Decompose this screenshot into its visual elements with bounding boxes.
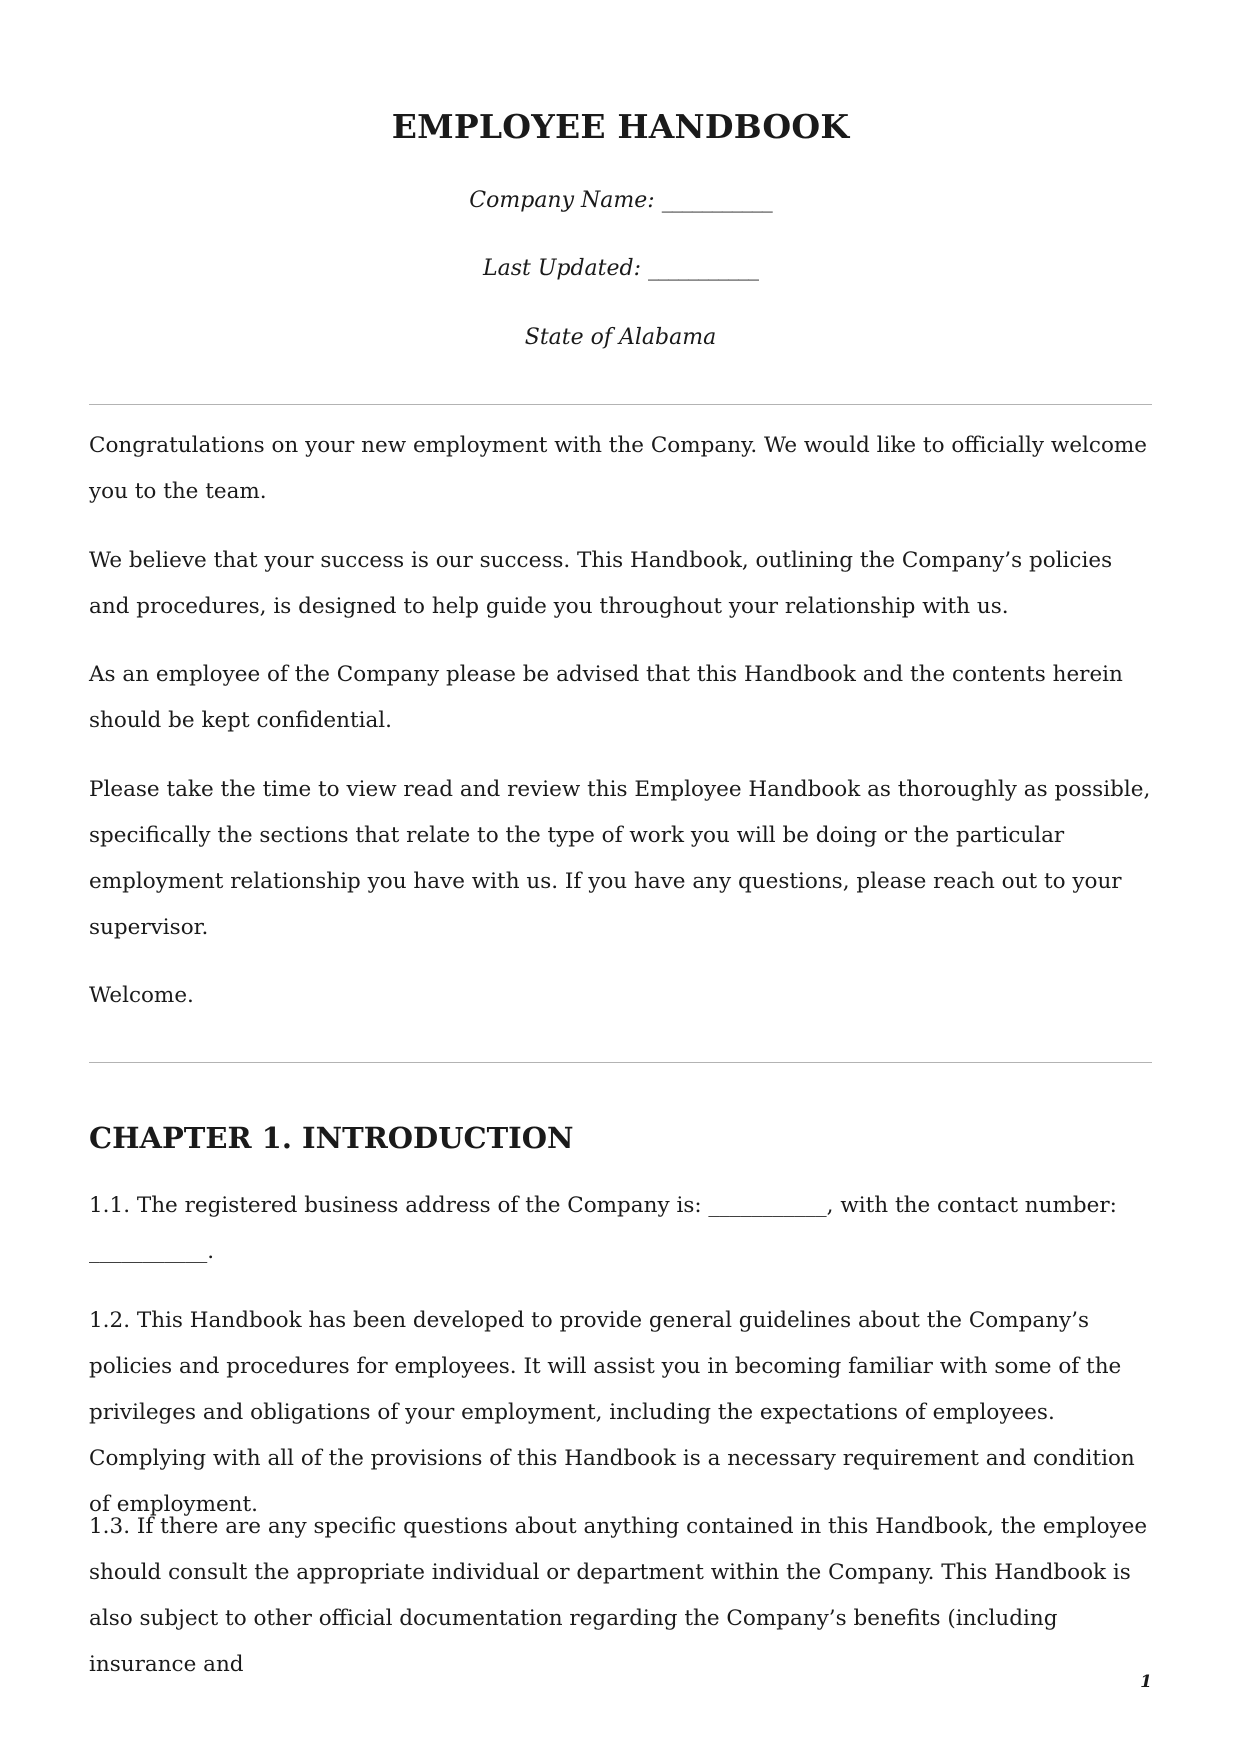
divider-bottom <box>89 1062 1152 1063</box>
welcome-paragraph-3: As an employee of the Company please be advised that this Handbook and the contents herein should be kept confidential. <box>89 662 1123 733</box>
page-number: 1 <box>1140 1672 1152 1692</box>
last-updated-label: Last Updated: <box>482 256 649 281</box>
state-line: State of Alabama <box>524 325 717 350</box>
welcome-paragraph-1: Congratulations on your new employment with the Company. We would like to officially welcome you to the team. <box>89 433 1148 504</box>
company-name-line <box>0 186 1241 216</box>
company-name-label: Company Name: <box>469 188 662 213</box>
welcome-paragraph-2: We believe that your success is our success. This Handbook, outlining the Company’s policies and procedures, is designed to help guide you throughout your relationship with us. <box>89 548 1113 619</box>
divider-top <box>89 404 1152 405</box>
last-updated-blank: ___________ <box>648 256 759 281</box>
section-1-3: 1.3. If there are any specific questions about anything contained in this Handbook, the employee should consult the appropriate individual or department within the Company. This Handbook is also subject to other official documentation regarding the Company’s benefits (including insurance and <box>89 1514 1148 1677</box>
section-1-2: 1.2. This Handbook has been developed to provide general guidelines about the Company’s policies and procedures for employees. It will assist you in becoming familiar with some of the privileges and obligations of your employment, including the expectations of employees. Complying with all of the provisions of this Handbook is a necessary requirement and condition of employment. <box>89 1308 1135 1517</box>
last-updated-line <box>0 254 1241 284</box>
section-1-1: 1.1. The registered business address of the Company is: ___________, with the contact number: ___________. <box>89 1193 1117 1264</box>
welcome-closing: Welcome. <box>89 983 194 1008</box>
document-title: EMPLOYEE HANDBOOK <box>391 107 850 146</box>
company-name-blank: ___________ <box>661 188 772 213</box>
welcome-paragraph-4: Please take the time to view read and review this Employee Handbook as thoroughly as possible, specifically the sections that relate to the type of work you will be doing or the particular employment relationship you have with us. If you have any questions, please reach out to your supervisor. <box>89 777 1151 940</box>
chapter-heading: CHAPTER 1. INTRODUCTION <box>89 1121 574 1155</box>
